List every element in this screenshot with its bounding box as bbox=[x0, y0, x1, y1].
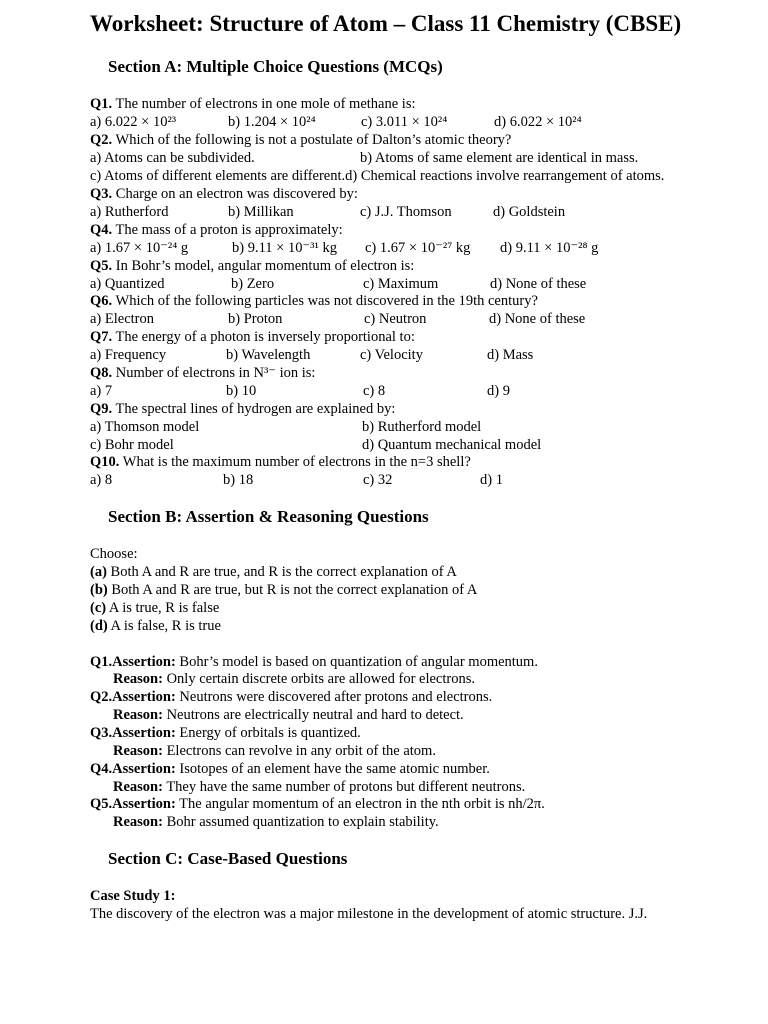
answer-options bbox=[90, 275, 730, 293]
answer-options bbox=[90, 167, 730, 185]
option-b: b) Millikan bbox=[228, 204, 294, 220]
reason-line: Reason: Electrons can revolve in any orbit of the atom. bbox=[113, 743, 436, 759]
section-c-heading: Section C: Case-Based Questions bbox=[108, 849, 348, 868]
answer-options bbox=[90, 149, 730, 167]
option-c: c) Atoms of different elements are different. bbox=[90, 168, 346, 184]
question-stem: Q1. The number of electrons in one mole of methane is: bbox=[90, 96, 416, 112]
option-a: a) Atoms can be subdivided. bbox=[90, 150, 255, 166]
option-b: b) 10 bbox=[226, 383, 257, 399]
option-a: a) 1.67 × 10⁻²⁴ g bbox=[90, 240, 189, 256]
case-study-text: The discovery of the electron was a major milestone in the development of atomic structure. J.J. bbox=[90, 906, 648, 922]
option-c: c) Velocity bbox=[360, 347, 423, 363]
question-stem: Q8. Number of electrons in N³⁻ ion is: bbox=[90, 365, 316, 381]
option-d: d) 9 bbox=[487, 383, 510, 399]
option-b: b) 18 bbox=[223, 472, 254, 488]
question-stem: Q3. Charge on an electron was discovered by: bbox=[90, 186, 358, 202]
option-a: a) Thomson model bbox=[90, 419, 200, 435]
reason-line: Reason: They have the same number of protons but different neutrons. bbox=[113, 779, 526, 795]
answer-options bbox=[90, 418, 730, 436]
assertion-line: Q5.Assertion: The angular momentum of an electron in the nth orbit is nh/2π. bbox=[90, 796, 545, 812]
choice-item: (a) Both A and R are true, and R is the correct explanation of A bbox=[90, 564, 457, 580]
option-b: b) 1.204 × 10²⁴ bbox=[228, 114, 316, 130]
option-b: b) Zero bbox=[231, 276, 275, 292]
section-b-heading: Section B: Assertion & Reasoning Questions bbox=[108, 507, 429, 526]
option-a: a) 8 bbox=[90, 472, 113, 488]
answer-options bbox=[90, 113, 730, 131]
answer-options bbox=[90, 203, 730, 221]
option-c: c) Maximum bbox=[363, 276, 439, 292]
reason-line: Reason: Only certain discrete orbits are allowed for electrons. bbox=[113, 671, 475, 687]
question-stem: Q5. In Bohr’s model, angular momentum of electron is: bbox=[90, 258, 415, 274]
choose-label: Choose: bbox=[90, 546, 138, 562]
question-stem: Q6. Which of the following particles was not discovered in the 19th century? bbox=[90, 293, 538, 309]
option-a: a) Frequency bbox=[90, 347, 167, 363]
option-d: d) Goldstein bbox=[493, 204, 566, 220]
answer-options bbox=[90, 436, 730, 454]
option-c: c) 3.011 × 10²⁴ bbox=[361, 114, 448, 130]
answer-options bbox=[90, 382, 730, 400]
option-d: d) None of these bbox=[489, 311, 586, 327]
option-d: d) 6.022 × 10²⁴ bbox=[494, 114, 582, 130]
option-d: d) Mass bbox=[487, 347, 534, 363]
option-c: c) 32 bbox=[363, 472, 393, 488]
answer-options bbox=[90, 346, 730, 364]
choice-item: (d) A is false, R is true bbox=[90, 618, 221, 634]
option-a: a) Rutherford bbox=[90, 204, 169, 220]
option-d: d) 9.11 × 10⁻²⁸ g bbox=[500, 240, 599, 256]
option-a: a) 6.022 × 10²³ bbox=[90, 114, 177, 130]
option-a: a) Electron bbox=[90, 311, 155, 327]
reason-line: Reason: Neutrons are electrically neutral and hard to detect. bbox=[113, 707, 464, 723]
option-a: a) Quantized bbox=[90, 276, 165, 292]
option-c: c) 8 bbox=[363, 383, 386, 399]
option-b: b) Rutherford model bbox=[362, 419, 482, 435]
question-stem: Q4. The mass of a proton is approximately: bbox=[90, 222, 343, 238]
section-a-heading: Section A: Multiple Choice Questions (MCQs) bbox=[108, 57, 443, 76]
option-d: d) Quantum mechanical model bbox=[362, 437, 542, 453]
answer-options bbox=[90, 471, 730, 489]
option-c: c) J.J. Thomson bbox=[360, 204, 452, 220]
option-c: c) 1.67 × 10⁻²⁷ kg bbox=[365, 240, 471, 256]
option-a: a) 7 bbox=[90, 383, 113, 399]
question-stem: Q10. What is the maximum number of electrons in the n=3 shell? bbox=[90, 454, 471, 470]
option-b: b) 9.11 × 10⁻³¹ kg bbox=[232, 240, 337, 256]
case-study-title: Case Study 1: bbox=[90, 888, 176, 904]
answer-options bbox=[90, 310, 730, 328]
option-b: b) Atoms of same element are identical in mass. bbox=[360, 150, 639, 166]
assertion-line: Q4.Assertion: Isotopes of an element have the same atomic number. bbox=[90, 761, 490, 777]
option-c: c) Neutron bbox=[364, 311, 427, 327]
answer-options bbox=[90, 239, 730, 257]
option-d: d) Chemical reactions involve rearrangement of atoms. bbox=[345, 168, 665, 184]
question-stem: Q2. Which of the following is not a postulate of Dalton’s atomic theory? bbox=[90, 132, 512, 148]
assertion-line: Q2.Assertion: Neutrons were discovered after protons and electrons. bbox=[90, 689, 493, 705]
question-stem: Q7. The energy of a photon is inversely proportional to: bbox=[90, 329, 415, 345]
option-b: b) Proton bbox=[228, 311, 283, 327]
page-title: Worksheet: Structure of Atom – Class 11 Chemistry (CBSE) bbox=[90, 11, 682, 36]
question-stem: Q9. The spectral lines of hydrogen are explained by: bbox=[90, 401, 396, 417]
option-c: c) Bohr model bbox=[90, 437, 174, 453]
assertion-line: Q1.Assertion: Bohr’s model is based on quantization of angular momentum. bbox=[90, 654, 538, 670]
assertion-line: Q3.Assertion: Energy of orbitals is quantized. bbox=[90, 725, 361, 741]
reason-line: Reason: Bohr assumed quantization to explain stability. bbox=[113, 814, 439, 830]
choice-item: (c) A is true, R is false bbox=[90, 600, 220, 616]
choice-item: (b) Both A and R are true, but R is not the correct explanation of A bbox=[90, 582, 478, 598]
option-b: b) Wavelength bbox=[226, 347, 311, 363]
option-d: d) None of these bbox=[490, 276, 587, 292]
option-d: d) 1 bbox=[480, 472, 503, 488]
